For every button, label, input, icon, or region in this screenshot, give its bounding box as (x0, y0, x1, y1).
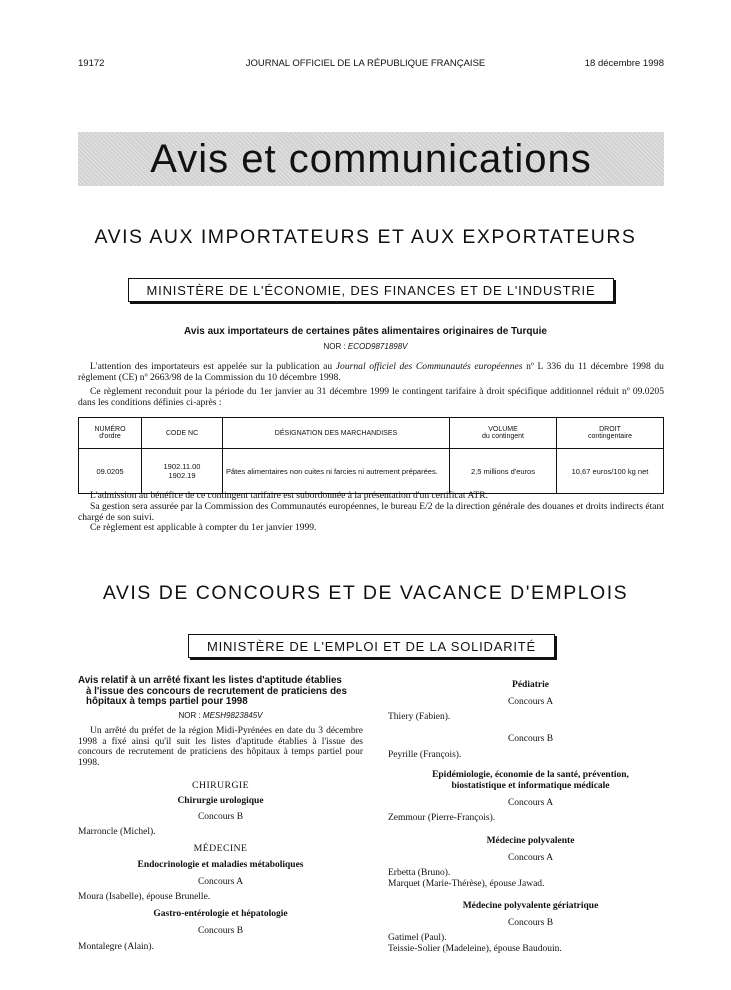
concours-label: Concours A (507, 853, 554, 863)
section-title-concours: AVIS DE CONCOURS ET DE VACANCE D'EMPLOIS (102, 582, 629, 604)
concours-label: Concours B (507, 734, 554, 744)
avis-title-aptitude: Avis relatif à un arrêté fixant les listes d'aptitude établies à l'issue des concours de recrutement de praticiens des hôpitaux à temps partiel pour 1998 (78, 675, 347, 707)
ministry-box-emploi (188, 634, 555, 658)
ministry-name: MINISTÈRE DE L'EMPLOI ET DE LA SOLIDARITÉ (206, 638, 537, 654)
list-item: Peyrille (François). (388, 750, 462, 760)
cell-volume: 2,5 millions d'euros (450, 449, 557, 494)
cell-numero: 09.0205 (79, 449, 142, 494)
ministry-box-economie (128, 278, 614, 302)
list-item: Zemmour (Pierre-François). (388, 813, 496, 823)
col-header-droit: DROIT contingentaire (557, 418, 664, 449)
section-banner (78, 132, 664, 186)
heading-medecine: MÉDECINE (193, 843, 248, 854)
page-number: 19172 (78, 58, 105, 69)
col-header-volume: VOLUME du contingent (450, 418, 557, 449)
nor-code: ECOD9871898V (347, 342, 408, 351)
list-item: Moura (Isabelle), épouse Brunelle. (78, 892, 211, 902)
specialty-pediatrie: Pédiatrie (512, 680, 549, 690)
concours-label: Concours B (197, 926, 244, 936)
banner-title: Avis et communications (150, 136, 592, 181)
nor-reference: NOR : MESH9823845V (178, 711, 263, 720)
journal-title: JOURNAL OFFICIEL DE LA RÉPUBLIQUE FRANÇAISE (245, 58, 486, 69)
list-item: Thiery (Fabien). (388, 712, 451, 722)
contingent-table (78, 417, 664, 494)
cell-droit: 10,67 euros/100 kg net (557, 449, 664, 494)
specialty-gastro-enterologie: Gastro-entérologie et hépatologie (153, 909, 288, 919)
paragraph-admission: L'admission au bénéfice de ce contingent tarifaire est subordonnée à la présentation d'un certificat ATR. (90, 490, 488, 501)
paragraph-arrete: Un arrêté du préfet de la région Midi-Pyrénées en date du 3 décembre 1998 a fixé ainsi qu'il suit les listes d'aptitude établies à l'issue des concours de recrutement de praticiens des hôpitaux à temps partiel pour 1998. (78, 726, 363, 768)
nor-code: MESH9823845V (202, 711, 263, 720)
col-header-code: CODE NC (142, 418, 223, 449)
specialty-chirurgie-urologique: Chirurgie urologique (177, 796, 264, 806)
list-item: Erbetta (Bruno). (388, 868, 451, 878)
col-header-designation: DÉSIGNATION DES MARCHANDISES (223, 418, 450, 449)
specialty-endocrinologie: Endocrinologie et maladies métaboliques (137, 860, 304, 870)
specialty-medecine-polyvalente-geriatrique: Médecine polyvalente gériatrique (462, 901, 599, 911)
section-title-importateurs: AVIS AUX IMPORTATEURS ET AUX EXPORTATEURS (94, 226, 637, 248)
table-row (79, 449, 664, 494)
concours-label: Concours B (507, 918, 554, 928)
nor-reference: NOR : ECOD9871898V (323, 342, 408, 351)
cell-code: 1902.11.00 1902.19 (142, 449, 223, 494)
cell-designation: Pâtes alimentaires non cuites ni farcies ni autrement préparées. (223, 449, 450, 494)
concours-label: Concours B (197, 812, 244, 822)
heading-chirurgie: CHIRURGIE (192, 780, 249, 791)
col-header-numero: NUMÉRO d'ordre (79, 418, 142, 449)
concours-label: Concours A (507, 697, 554, 707)
concours-label: Concours A (197, 877, 244, 887)
ministry-name: MINISTÈRE DE L'ÉCONOMIE, DES FINANCES ET DE L'INDUSTRIE (146, 282, 596, 298)
issue-date: 18 décembre 1998 (584, 58, 664, 69)
list-item: Marroncle (Michel). (78, 827, 156, 837)
avis-title-turquie: Avis aux importateurs de certaines pâtes alimentaires originaires de Turquie (184, 326, 547, 337)
paragraph-attention: L'attention des importateurs est appelée sur la publication au Journal officiel des Communautés européennes nº L 336 du 11 décembre 1998 du règlement (CE) nº 2663/98 de la Commission du 10 décembre 1998. (78, 361, 664, 383)
table-header-row (79, 418, 664, 449)
list-item: Marquet (Marie-Thérèse), épouse Jawad. (388, 879, 545, 889)
specialty-epidemiologie: Epidémiologie, économie de la santé, prévention, biostatistique et informatique médicale (432, 770, 629, 791)
list-item: Gatimel (Paul). (388, 933, 447, 943)
paragraph-applicable: Ce règlement est applicable à compter du 1er janvier 1999. (90, 522, 317, 533)
specialty-medecine-polyvalente: Médecine polyvalente (486, 836, 575, 846)
paragraph-reglement: Ce règlement reconduit pour la période du 1er janvier au 31 décembre 1999 le contingent tarifaire à droit spécifique additionnel réduit nº 09.0205 dans les conditions définies ci-après : (78, 386, 664, 408)
list-item: Montalegre (Alain). (78, 942, 154, 952)
paragraph-gestion: Sa gestion sera assurée par la Commission des Communautés européennes, le bureau E/2 de la direction générale des douanes et droits indirects étant chargé de son suivi. (78, 501, 664, 523)
list-item: Teissie-Solier (Madeleine), épouse Baudouin. (388, 944, 562, 954)
concours-label: Concours A (507, 798, 554, 808)
